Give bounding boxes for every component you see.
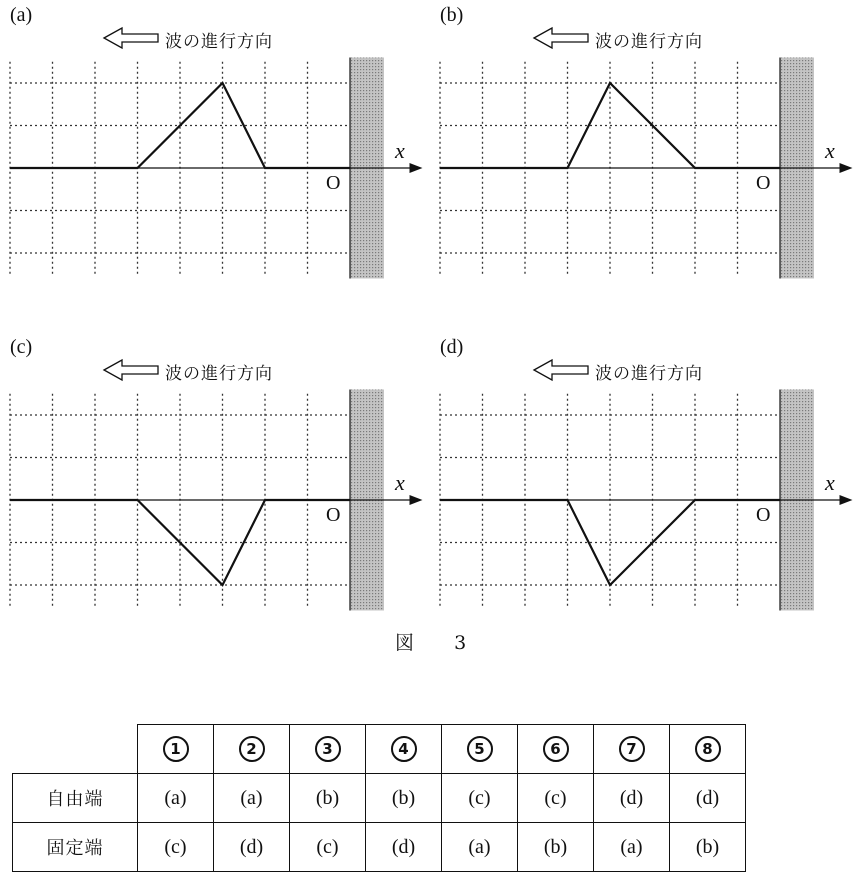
figure-caption-prefix: 図 <box>395 632 415 654</box>
choice-5-header: 5 <box>442 725 518 774</box>
x-axis-arrowhead <box>840 495 853 505</box>
x-axis-arrowhead <box>840 163 853 173</box>
table-cell: (c) <box>290 823 366 872</box>
table-cell: (a) <box>442 823 518 872</box>
panel-label: (c) <box>10 336 33 358</box>
panel-label: (b) <box>440 4 464 26</box>
corner-cell <box>13 725 138 774</box>
table-cell: (d) <box>366 823 442 872</box>
origin-label: O <box>326 172 341 194</box>
table-cell: (b) <box>290 774 366 823</box>
table-cell: (d) <box>594 774 670 823</box>
choice-3-header: 3 <box>290 725 366 774</box>
table-cell: (b) <box>670 823 746 872</box>
x-axis-label: x <box>825 470 835 495</box>
wave-panel-d <box>430 332 860 632</box>
table-cell: (a) <box>594 823 670 872</box>
direction-label: 波の進行方向 <box>165 364 273 384</box>
x-axis-label: x <box>395 138 405 163</box>
figure-caption <box>395 628 466 655</box>
x-axis-arrowhead <box>410 495 423 505</box>
wave-panel-a <box>0 0 430 300</box>
wave-plot <box>0 0 430 300</box>
table-cell: (a) <box>214 774 290 823</box>
choice-1-header: 1 <box>138 725 214 774</box>
direction-label: 波の進行方向 <box>595 32 703 52</box>
direction-label: 波の進行方向 <box>595 364 703 384</box>
direction-label: 波の進行方向 <box>165 32 273 52</box>
x-axis-arrowhead <box>410 163 423 173</box>
origin-label: O <box>326 504 341 526</box>
choice-8-header: 8 <box>670 725 746 774</box>
panel-label: (d) <box>440 336 464 358</box>
table-cell: (c) <box>518 774 594 823</box>
figure-caption-number: 3 <box>454 632 467 654</box>
free-end-row <box>13 774 746 823</box>
wave-plot <box>430 0 860 300</box>
row-label: 自由端 <box>13 774 138 823</box>
choice-7-header: 7 <box>594 725 670 774</box>
x-axis-label: x <box>825 138 835 163</box>
table-cell: (d) <box>670 774 746 823</box>
fixed-end-row <box>13 823 746 872</box>
wave-panel-b <box>430 0 860 300</box>
row-label: 固定端 <box>13 823 138 872</box>
table-cell: (b) <box>518 823 594 872</box>
choice-4-header: 4 <box>366 725 442 774</box>
wave-plot <box>430 332 860 632</box>
choice-2-header: 2 <box>214 725 290 774</box>
table-cell: (c) <box>138 823 214 872</box>
origin-label: O <box>756 504 771 526</box>
wave-plot <box>0 332 430 632</box>
table-cell: (c) <box>442 774 518 823</box>
table-cell: (b) <box>366 774 442 823</box>
wave-panel-c <box>0 332 430 632</box>
panel-label: (a) <box>10 4 33 26</box>
choice-6-header: 6 <box>518 725 594 774</box>
table-cell: (d) <box>214 823 290 872</box>
answer-table <box>12 724 746 872</box>
x-axis-label: x <box>395 470 405 495</box>
table-cell: (a) <box>138 774 214 823</box>
header-row <box>13 725 746 774</box>
origin-label: O <box>756 172 771 194</box>
